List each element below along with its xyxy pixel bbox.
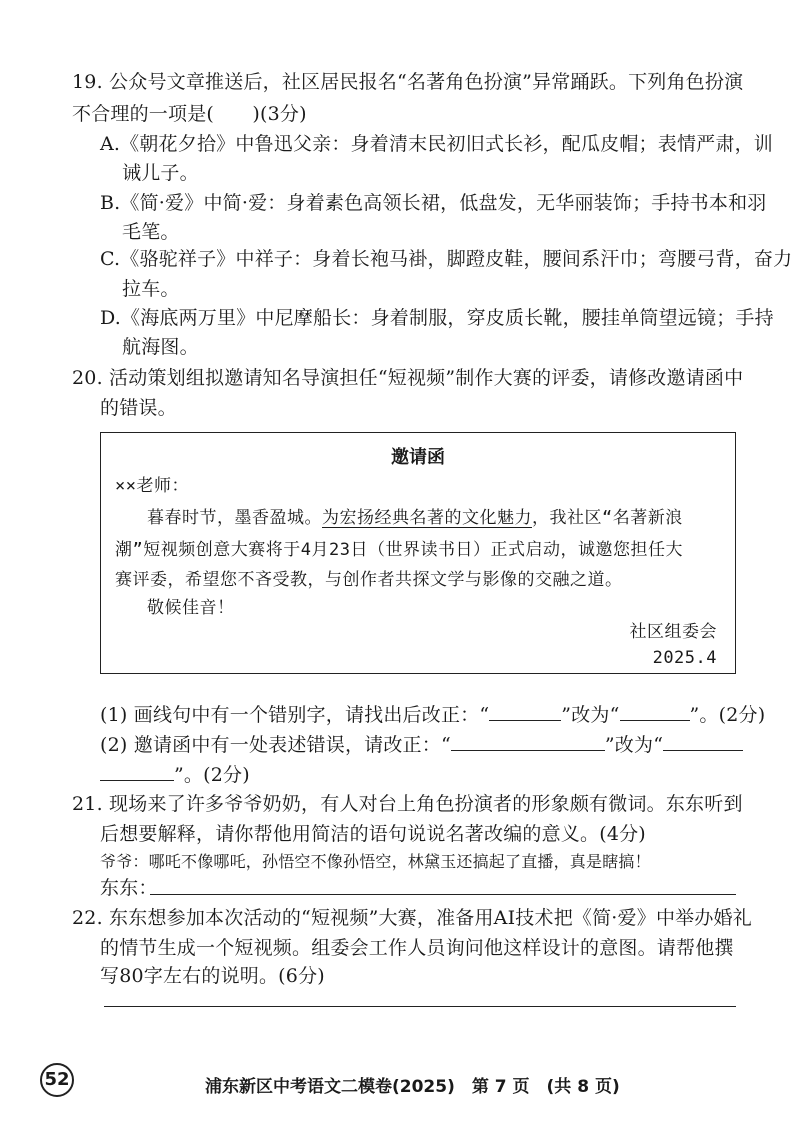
page-footer: 浦东新区中考语文二模卷(2025) 第 7 页 (共 8 页) bbox=[205, 1077, 620, 1097]
invitation-underlined-sentence: 为宏扬经典名著的文化魅力 bbox=[322, 508, 532, 528]
q20-sub1-blank-wrong[interactable] bbox=[489, 700, 561, 721]
q21-dongdong-label: 东东： bbox=[100, 877, 158, 899]
invitation-body-line3: 赛评委，希望您不吝受教，与创作者共探文学与影像的交融之道。 bbox=[115, 570, 623, 590]
q19-option-a-line1: A.《朝花夕拾》中鲁迅父亲：身着清末民初旧式长衫，配瓜皮帽；表情严肃，训 bbox=[100, 133, 773, 155]
q19-option-d-line2: 航海图。 bbox=[122, 336, 199, 358]
q20-subquestion-2 bbox=[100, 730, 743, 759]
q20-sub2-blank-correct-b[interactable] bbox=[100, 760, 174, 781]
invitation-title: 邀请函 bbox=[391, 447, 445, 468]
q20-sub2-points: ”。(2分) bbox=[174, 764, 250, 786]
q20-subquestion-1 bbox=[100, 700, 765, 729]
q20-sub1-prompt: (1) 画线句中有一个错别字，请找出后改正：“ bbox=[100, 704, 490, 726]
q22-answer-line[interactable] bbox=[104, 1006, 736, 1007]
invitation-date: 2025.4 bbox=[652, 648, 717, 668]
invitation-body-line1-post: ，我社区“名著新浪 bbox=[532, 508, 683, 528]
invitation-closing: 敬候佳音！ bbox=[147, 598, 235, 618]
q19-option-b-line1: B.《简·爱》中简·爱：身着素色高领长裙，低盘发，无华丽装饰；手持书本和羽 bbox=[100, 192, 767, 214]
invitation-body-line2: 潮”短视频创意大赛将于4月23日（世界读书日）正式启动，诚邀您担任大 bbox=[115, 540, 683, 560]
invitation-signature: 社区组委会 bbox=[629, 622, 717, 642]
q20-subquestion-2-cont bbox=[100, 760, 250, 789]
page-number-badge: 52 bbox=[40, 1063, 74, 1097]
q19-option-a-line2: 诫儿子。 bbox=[122, 162, 199, 184]
q22-stem-line1: 22. 东东想参加本次活动的“短视频”大赛，准备用AI技术把《简·爱》中举办婚礼 bbox=[72, 907, 752, 929]
q20-sub2-blank-wrong[interactable] bbox=[451, 730, 605, 751]
invitation-letter-box bbox=[100, 432, 736, 674]
q20-sub2-blank-correct-a[interactable] bbox=[663, 730, 743, 751]
q21-stem-line2: 后想要解释，请你帮他用简洁的语句说说名著改编的意义。(4分) bbox=[100, 823, 646, 845]
q20-sub1-blank-correct[interactable] bbox=[620, 700, 690, 721]
q19-option-c-line2: 拉车。 bbox=[122, 278, 180, 300]
q19-stem-line1: 19. 公众号文章推送后，社区居民报名“名著角色扮演”异常踊跃。下列角色扮演 bbox=[72, 71, 744, 93]
q19-option-b-line2: 毛笔。 bbox=[122, 221, 180, 243]
q20-stem-line1: 20. 活动策划组拟邀请知名导演担任“短视频”制作大赛的评委，请修改邀请函中 bbox=[72, 367, 744, 389]
q19-stem-line2: 不合理的一项是( )(3分) bbox=[72, 103, 307, 125]
q20-stem-line2: 的错误。 bbox=[100, 397, 177, 419]
q21-grandpa-quote: 爷爷：哪吒不像哪吒，孙悟空不像孙悟空，林黛玉还搞起了直播，真是瞎搞！ bbox=[100, 852, 651, 871]
q20-sub1-mid: ”改为“ bbox=[561, 704, 620, 726]
q20-sub2-prompt: (2) 邀请函中有一处表述错误，请改正：“ bbox=[100, 734, 451, 756]
invitation-body-line1-pre: 暮春时节，墨香盈城。 bbox=[147, 508, 322, 528]
invitation-salutation: ××老师： bbox=[115, 476, 189, 496]
q20-sub1-points: ”。(2分) bbox=[689, 704, 766, 726]
q21-stem-line1: 21. 现场来了许多爷爷奶奶，有人对台上角色扮演者的形象颇有微词。东东听到 bbox=[72, 793, 743, 815]
invitation-body-line1 bbox=[147, 505, 683, 531]
q22-stem-line2: 的情节生成一个短视频。组委会工作人员询问他这样设计的意图。请帮他撰 bbox=[100, 937, 734, 959]
q21-answer-line[interactable] bbox=[150, 894, 736, 895]
q20-sub2-mid: ”改为“ bbox=[604, 734, 664, 756]
q19-option-d-line1: D.《海底两万里》中尼摩船长：身着制服，穿皮质长靴，腰挂单筒望远镜；手持 bbox=[100, 307, 774, 329]
q19-option-c-line1: C.《骆驼祥子》中祥子：身着长袍马褂，脚蹬皮鞋，腰间系汗巾；弯腰弓背，奋力 bbox=[100, 248, 793, 270]
q22-stem-line3: 写80字左右的说明。(6分) bbox=[100, 965, 325, 987]
